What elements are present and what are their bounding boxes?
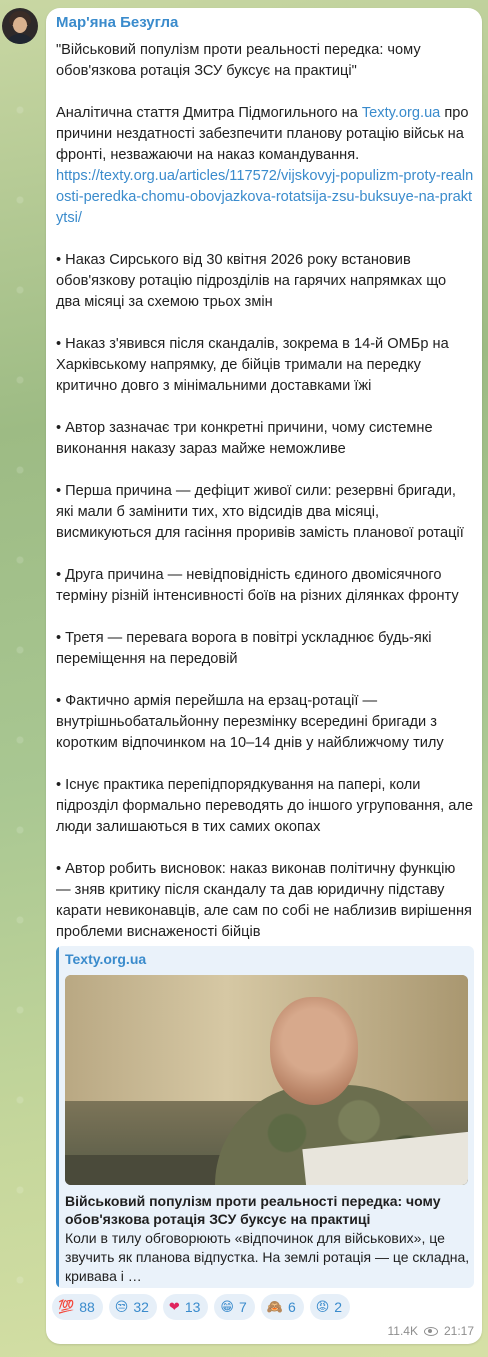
avatar-face: [13, 17, 27, 33]
eye-icon: [424, 1327, 438, 1336]
intro-site-link[interactable]: Texty.org.ua: [361, 105, 441, 121]
bullet-item: • Автор робить висновок: наказ виконав політичну функцію — зняв критику після скандалу та дав юридичну підставу карати невиконавців, але сам по собі не наблизив вирішення проблеми виснаженості бійців: [56, 861, 472, 940]
preview-text: [56, 1192, 474, 1286]
view-count: 11.4K: [387, 1324, 418, 1338]
bullet-item: • Існує практика перепідпорядкування на папері, коли підрозділ формально переводять до іншого угруповання, але люди залишаються в тих самих окопах: [56, 777, 474, 835]
sender-avatar[interactable]: [2, 8, 38, 44]
hundred-points-icon: 💯: [58, 1299, 75, 1315]
reaction-count: 2: [334, 1299, 343, 1315]
message-intro: [56, 103, 474, 229]
image-background: [65, 975, 468, 1101]
bullet-item: • Наказ Сирського від 30 квітня 2026 року встановив обов'язкову ротацію підрозділів на гарячих напрямках що два місяці за схемою трьох змін: [56, 252, 447, 310]
message-quote: "Військовий популізм проти реальності передка: чому обов'язкова ротація ЗСУ буксує на практиці": [56, 42, 421, 79]
reaction-count: 13: [184, 1299, 201, 1315]
reaction-hundred[interactable]: [52, 1294, 103, 1320]
intro-text-rest: про причини нездатності забезпечити планову ротацію військ на фронті, незважаючи на наказ командування.: [56, 105, 469, 163]
reaction-count: 6: [287, 1299, 296, 1315]
unamused-face-icon: 😒: [114, 1299, 129, 1315]
message-meta: [388, 1324, 475, 1338]
reaction-angry[interactable]: [310, 1294, 350, 1320]
bullet-item: • Третя — перевага ворога в повітрі ускладнює будь-які переміщення на передовій: [56, 630, 432, 667]
pouting-face-icon: 😡: [315, 1299, 330, 1315]
bullet-item: • Автор зазначає три конкретні причини, чому системне виконання наказу зараз майже неможливе: [56, 420, 433, 457]
bullet-item: • Наказ з'явився після скандалів, зокрема в 14-й ОМБр на Харківському напрямку, де бійців тримали на передку критично довго з мінімальними доставками їжі: [56, 336, 449, 394]
preview-description: Коли в тилу обговорюють «відпочинок для військових», це звучить як планова відпустка. На землі ротація — це складна, кривава і …: [65, 1230, 470, 1284]
reaction-count: 32: [133, 1299, 149, 1315]
message-text: [56, 40, 474, 943]
avatar-shoulders: [5, 34, 35, 44]
bullet-item: • Фактично армія перейшла на ерзац-ротації — внутрішньобатальйонну перезмінку всередині бригади з коротким відпочинком на 10–14 днів у найближчому тилу: [56, 693, 444, 751]
reaction-count: 88: [79, 1299, 95, 1315]
see-no-evil-monkey-icon: 🙈: [266, 1299, 283, 1315]
bullet-item: • Друга причина — невідповідність єдиного двомісячного терміну різній інтенсивності боїв на різних ділянках фронту: [56, 567, 459, 604]
bullet-item: • Перша причина — дефіцит живої сили: резервні бригади, які мали б замінити тих, хто відсидів два місяці, висмикуються для гасіння проривів замість планової ротації: [56, 483, 464, 541]
image-person-head: [270, 997, 358, 1105]
message-time: 21:17: [443, 1324, 474, 1338]
reactions-row: [52, 1294, 350, 1320]
reaction-monkey[interactable]: [261, 1294, 304, 1320]
red-heart-icon: ❤: [168, 1299, 180, 1315]
reaction-unamused[interactable]: [109, 1294, 157, 1320]
preview-site-name: Texty.org.ua: [65, 951, 147, 967]
grinning-face-icon: 😁: [220, 1299, 234, 1315]
article-link[interactable]: https://texty.org.ua/articles/117572/vijskovyj-populizm-proty-realnosti-peredka-chomu-obovjazkova-rotatsija-zsu-buksuye-na-praktytsi/: [56, 168, 474, 226]
reaction-heart[interactable]: [163, 1294, 208, 1320]
preview-title: Військовий популізм проти реальності передка: чому обов'язкова ротація ЗСУ буксує на практиці: [65, 1193, 441, 1227]
reaction-grin[interactable]: [214, 1294, 254, 1320]
message-bubble: [46, 8, 482, 1344]
sender-name[interactable]: Мар'яна Безугла: [56, 14, 179, 31]
reaction-count: 7: [238, 1299, 247, 1315]
preview-image[interactable]: [65, 975, 468, 1185]
intro-text: Аналітична стаття Дмитра Підмогильного на: [56, 105, 362, 121]
